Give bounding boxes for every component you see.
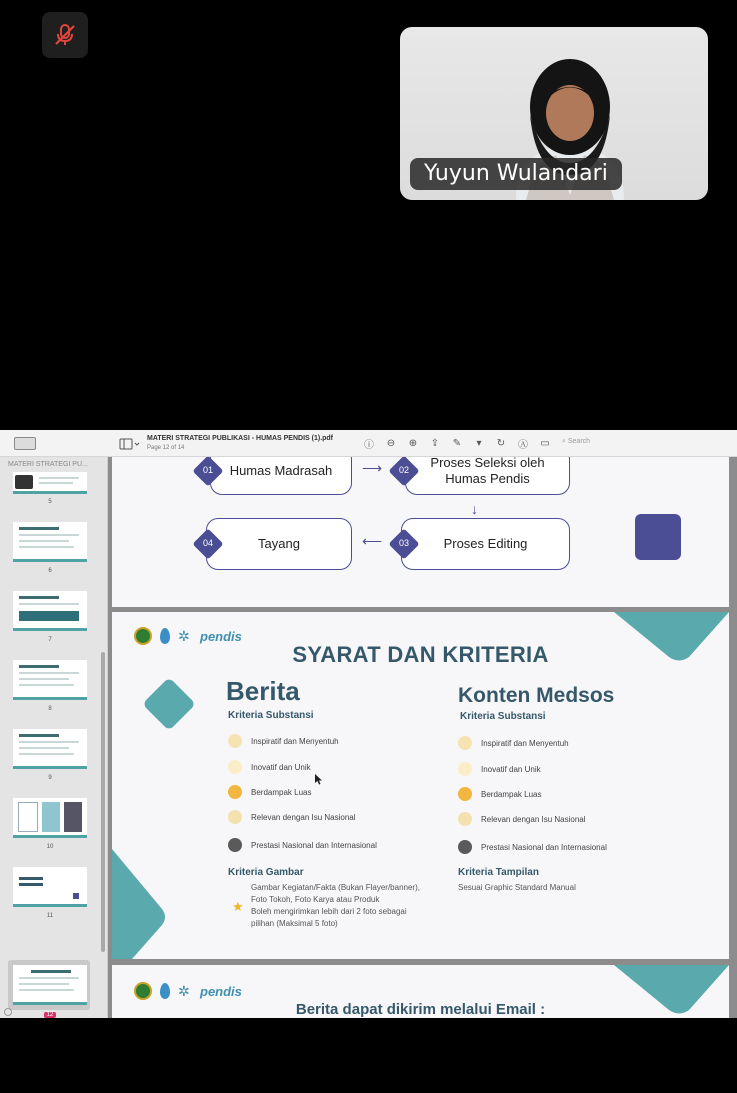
kriteria-gambar-line: Foto Tokoh, Foto Karya atau Produk [251, 895, 380, 904]
flow-step-number: 01 [202, 465, 213, 475]
lightbulb-icon [228, 760, 242, 774]
criteria-label: Inovatif dan Unik [481, 764, 541, 774]
ministry-emblem-icon [134, 982, 152, 1000]
kriteria-tampilan-title: Kriteria Tampilan [458, 867, 539, 878]
logo-row [134, 982, 242, 1000]
thumbnail-page[interactable] [13, 867, 87, 907]
thumbnail-number: 9 [48, 775, 52, 781]
decorative-diamond [142, 677, 196, 731]
trophy-person-icon [458, 840, 472, 854]
flow-step-label: Tayang [258, 535, 300, 551]
search-placeholder: Search [567, 438, 591, 445]
criteria-label: Prestasi Nasional dan Internasional [251, 840, 377, 850]
arrow-left-icon: ⟵ [362, 533, 383, 549]
kriteria-gambar-text [251, 882, 420, 930]
kriteria-gambar-title: Kriteria Gambar [228, 867, 304, 878]
rotate-icon[interactable]: ↻ [496, 437, 506, 449]
chevron-down-icon[interactable]: ▾ [476, 437, 482, 449]
toolbar-icons [362, 436, 552, 450]
kriteria-gambar-line: Gambar Kegiatan/Fakta (Bukan Flayer/banner), [251, 883, 420, 892]
flow-step-label: Proses Seleksi oleh Humas Pendis [430, 457, 545, 486]
form-icon[interactable]: ▭ [540, 437, 550, 449]
decorative-corner-bottom [112, 849, 172, 959]
thumbnail-number: 6 [48, 568, 52, 574]
lightbulb-icon [458, 762, 472, 776]
sidebar-toggle-button[interactable] [14, 437, 36, 450]
sidebar-title: MATERI STRATEGI PU... [8, 461, 88, 468]
thumbnail-number: 8 [48, 706, 52, 712]
handshake-icon [228, 810, 242, 824]
criteria-label: Relevan dengan Isu Nasional [251, 812, 356, 822]
criteria-item [458, 736, 569, 750]
criteria-item [228, 838, 377, 852]
thumbnail-number: 11 [46, 913, 54, 919]
decorative-square [635, 514, 681, 560]
criteria-item [228, 734, 339, 748]
criteria-item [458, 840, 607, 854]
slide-title: SYARAT DAN KRITERIA [292, 642, 549, 667]
thumbnail-number: 10 [46, 844, 54, 850]
search-icon: ⌕ [562, 438, 568, 445]
criteria-item [458, 787, 541, 801]
thumbnail-page[interactable] [13, 472, 87, 494]
pendis-star-icon: ✲ [178, 983, 190, 999]
thumbnail-page[interactable] [13, 591, 87, 631]
email-heading: Berita dapat dikirim melalui Email : [295, 1001, 546, 1018]
flow-step-number: 03 [398, 538, 409, 548]
thumbnail-page[interactable] [13, 660, 87, 700]
criteria-label: Inspiratif dan Menyentuh [481, 738, 569, 748]
participant-video[interactable] [400, 27, 708, 200]
search-field[interactable] [562, 438, 590, 446]
criteria-item [458, 812, 586, 826]
trophy-person-icon [228, 838, 242, 852]
bomb-icon [228, 785, 242, 799]
thumbnail-number-selected [13, 1012, 87, 1018]
share-icon[interactable]: ⇪ [430, 437, 440, 449]
highlight-icon[interactable]: Ⓐ [518, 439, 528, 451]
flow-step-box [405, 457, 570, 495]
kriteria-gambar-line: Boleh mengirimkan lebih dari 2 foto sebagai [251, 907, 407, 916]
thumbnail-page[interactable] [13, 798, 87, 838]
mute-button[interactable] [42, 12, 88, 58]
flow-step-label: Proses Editing [443, 535, 528, 551]
slide-flow [112, 457, 729, 607]
flow-step-number: 04 [202, 538, 213, 548]
drop-logo-icon [160, 983, 170, 999]
sparkle-icon [458, 736, 472, 750]
zoom-in-icon[interactable]: ⊕ [408, 437, 418, 449]
criteria-item [228, 760, 311, 774]
thumbnail-page[interactable] [13, 729, 87, 769]
flow-step-box [210, 457, 352, 495]
sidebar-scrollbar[interactable] [101, 652, 105, 952]
kriteria-tampilan-text: Sesuai Graphic Standard Manual [458, 883, 576, 892]
criteria-item [458, 762, 541, 776]
pendis-logo: pendis [200, 983, 242, 999]
selected-page-badge: 12 [44, 1012, 57, 1018]
berita-subheading: Kriteria Substansi [228, 710, 314, 721]
mic-off-icon [52, 22, 78, 48]
thumbnail-number: 7 [48, 637, 52, 643]
flow-step-box [206, 518, 352, 570]
criteria-label: Inovatif dan Unik [251, 762, 311, 772]
add-page-icon[interactable] [4, 1008, 12, 1016]
page-indicator: Page 12 of 14 [147, 445, 185, 451]
criteria-item [228, 785, 311, 799]
pdf-viewer-window [0, 430, 737, 1018]
criteria-label: Prestasi Nasional dan Internasional [481, 842, 607, 852]
criteria-item [228, 810, 356, 824]
pendis-star-icon: ✲ [178, 628, 190, 644]
info-icon[interactable]: ⓘ [364, 439, 374, 451]
slide-email [112, 965, 729, 1018]
sparkle-icon [228, 734, 242, 748]
handshake-icon [458, 812, 472, 826]
thumbnail-number: 5 [48, 499, 52, 505]
pendis-logo: pendis [200, 628, 242, 644]
criteria-label: Berdampak Luas [251, 787, 312, 797]
document-canvas[interactable] [108, 457, 737, 1018]
participant-name-tag: Yuyun Wulandari [410, 158, 622, 190]
zoom-out-icon[interactable]: ⊖ [386, 437, 396, 449]
mouse-cursor-icon [315, 774, 323, 785]
flow-step-number: 02 [398, 465, 409, 475]
criteria-label: Inspiratif dan Menyentuh [251, 736, 339, 746]
konten-medsos-heading: Konten Medsos [458, 684, 615, 707]
flow-step-label: Humas Madrasah [229, 462, 333, 478]
toolbar [0, 430, 737, 457]
thumbnail-page-selected[interactable] [13, 965, 87, 1005]
konten-medsos-subheading: Kriteria Substansi [460, 711, 546, 722]
star-icon: ★ [232, 899, 244, 914]
thumbnail-sidebar [0, 457, 108, 1018]
criteria-label: Berdampak Luas [481, 789, 542, 799]
flow-step-box [401, 518, 570, 570]
criteria-label: Relevan dengan Isu Nasional [481, 814, 586, 824]
document-title: MATERI STRATEGI PUBLIKASI - HUMAS PENDIS (1).pdf [147, 435, 334, 442]
thumbnail-page[interactable] [13, 522, 87, 562]
berita-heading: Berita [226, 676, 300, 706]
arrow-down-icon: ↓ [471, 501, 478, 517]
view-menu-icon[interactable] [119, 438, 141, 450]
arrow-right-icon: ⟶ [362, 460, 383, 476]
bomb-icon [458, 787, 472, 801]
markup-icon[interactable]: ✎ [452, 437, 462, 449]
slide-criteria [112, 612, 729, 959]
kriteria-gambar-line: pilihan (Maksimal 5 foto) [251, 919, 338, 928]
